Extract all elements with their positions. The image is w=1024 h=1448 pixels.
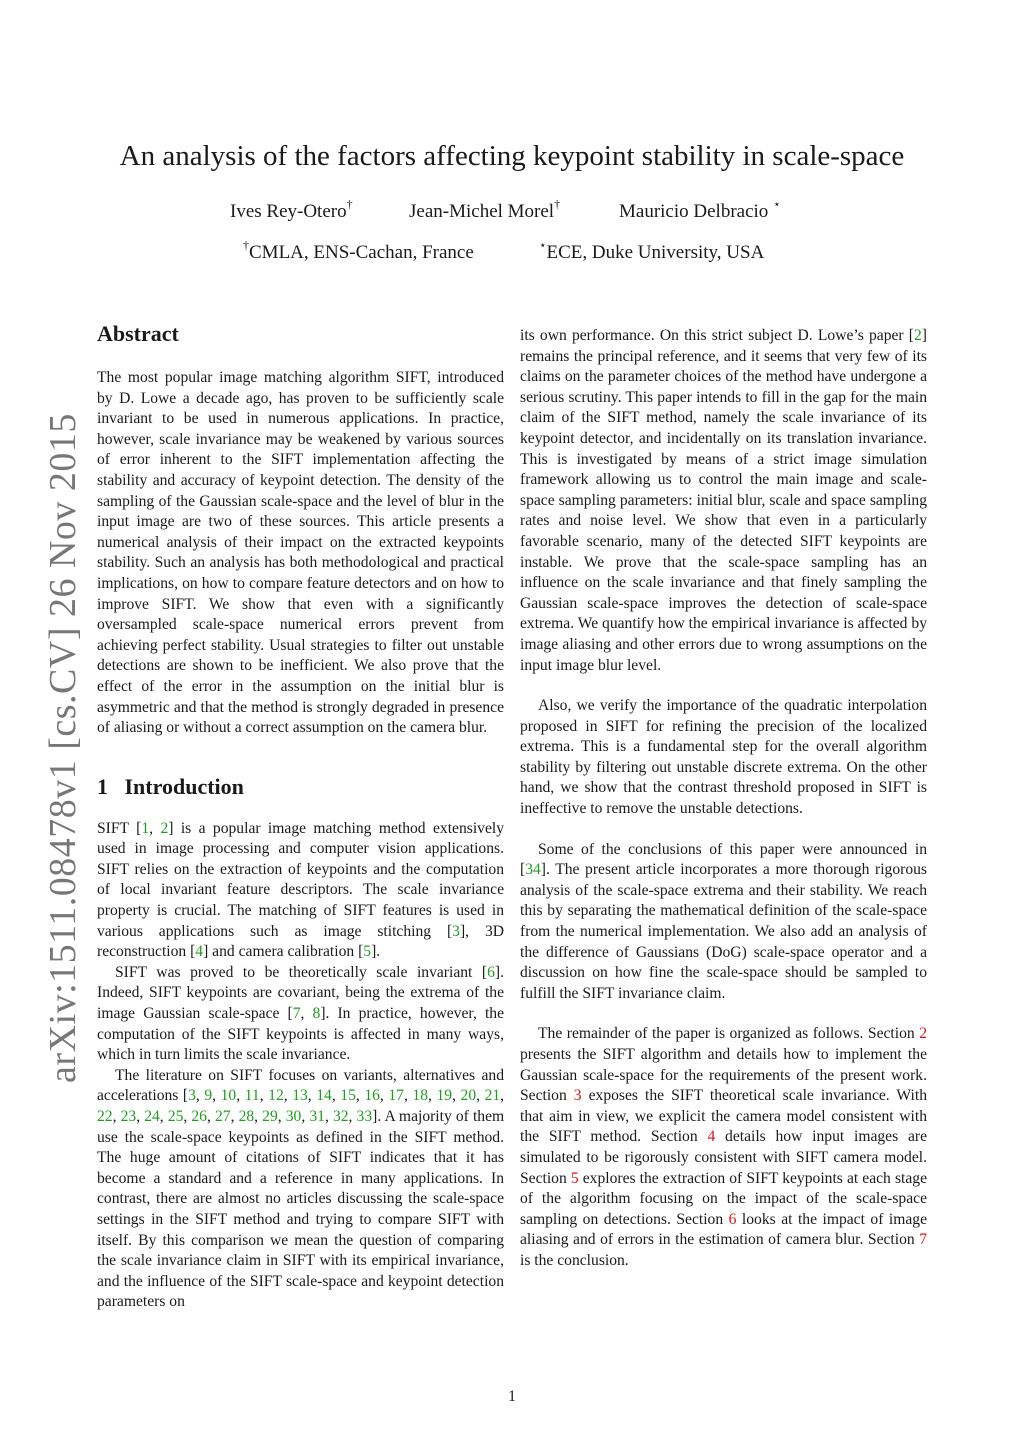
page-number: 1 [508, 1388, 516, 1405]
citation-link[interactable]: 15 [340, 1087, 356, 1105]
citation-link[interactable]: 16 [364, 1087, 380, 1105]
citation-link[interactable]: 22 [97, 1108, 113, 1125]
citation-link[interactable]: 10 [220, 1087, 237, 1105]
citation-link[interactable]: 25 [167, 1108, 184, 1125]
section-link[interactable]: 7 [919, 1231, 927, 1249]
citation-link[interactable]: 23 [120, 1108, 137, 1125]
section-link[interactable]: 4 [707, 1128, 716, 1146]
citation-link[interactable]: 6 [487, 963, 495, 981]
abstract-heading: Abstract [97, 321, 179, 346]
citation-link[interactable]: 7 [292, 1005, 301, 1023]
citation-link[interactable]: 29 [262, 1108, 278, 1125]
section-heading-introduction: 1 Introduction [97, 773, 244, 799]
citation-link[interactable]: 13 [292, 1087, 308, 1105]
citation-link[interactable]: 34 [525, 861, 541, 879]
paper-title: An analysis of the factors affecting keypoint stability in scale-space [119, 140, 905, 172]
citation-link[interactable]: 18 [412, 1087, 429, 1105]
abstract-text: The most popular image matching algorithm SIFT, introduced by D. Lowe a decade ago, has proven to be sufficiently scale invariant to be used in numerous applications. In practice, however, scale invariance may be weakened by various sources of error inherent to the SIFT implementation affecting the stability and accuracy of keypoint detection. The density of the sampling of the Gaussian scale-space and the level of blur in the input image are two of these sources. This article presents a numerical analysis of their impact on the extracted keypoints stability. Such an analysis has both methodological and practical implications, on how to compare feature detectors and on how to improve SIFT. We show that even with a significantly oversampled scale-space numerical errors prevent from achieving perfect stability. Usual strategies to filter out unstable detections are shown to be inefficient. We also prove that the effect of the error in the assumption on the initial blur is asymmetric and that the method is strongly degraded in presence of aliasing or without a correct assumption on the camera blur. [97, 369, 504, 737]
affiliation: †CMLA, ENS-Cachan, France [243, 237, 474, 263]
citation-link[interactable]: 2 [914, 327, 922, 344]
citation-link[interactable]: 31 [309, 1108, 325, 1125]
citation-link[interactable]: 1 [141, 819, 150, 837]
citation-link[interactable]: 14 [316, 1087, 332, 1105]
citation-link[interactable]: 2 [160, 819, 169, 837]
citation-link[interactable]: 27 [214, 1108, 231, 1125]
citation-link[interactable]: 17 [388, 1087, 404, 1105]
intro-paragraph-2: SIFT was proved to be theoretically scale invariant [6]. Indeed, SIFT keypoints are covariant, being the extrema of the image Gaussian scale-space [7, 8]. In practice, however, the computation of the SIFT keypoints is affected in many ways, which in turn limits the scale invariance. [97, 963, 504, 1064]
intro-paragraph-1: SIFT [1, 2] is a popular image matching method extensively used in image processing and computer vision applications. SIFT relies on the extraction of keypoints and the computation of local invariant feature descriptors. The scale invariance property is crucial. The matching of SIFT features is used in various applications such as image stitching [3], 3D reconstruction [4] and camera calibration [5]. [97, 819, 505, 961]
intro-paragraph-3: The literature on SIFT focuses on variants, alternatives and accelerations [3, 9, 10, 11, 12, 13, 14, 15, 16, 17, 18, 19, 20, 21, 22, 23, 24, 25, 26, 27, 28, 29, 30, 31, 32, 33]. A majority of them use the scale-space keypoints as defined in the SIFT method. The huge amount of citations of SIFT indicates that it has become a standard and a reference in many applications. In contrast, there are almost no articles discussing the scale-space settings in the SIFT method and trying to compare SIFT with itself. By this comparison we mean the question of comparing the scale invariance claim in SIFT with its empirical invariance, and the influence of the SIFT scale-space and keypoint detection parameters on [97, 1066, 505, 1311]
section-link[interactable]: 5 [570, 1169, 579, 1187]
section-link[interactable]: 2 [919, 1025, 927, 1043]
citation-link[interactable]: 24 [144, 1108, 160, 1125]
citation-link[interactable]: 33 [356, 1108, 373, 1125]
intro-paragraph-5: Also, we verify the importance of the quadratic interpolation proposed in SIFT for refining the precision of the localized extrema. This is a fundamental step for the overall algorithm stability by filtering out unstable discrete extrema. On the other hand, we show that the contrast threshold proposed in SIFT is ineffective to remove the unstable detections. [520, 697, 927, 818]
section-link[interactable]: 3 [573, 1087, 582, 1105]
citation-link[interactable]: 11 [244, 1087, 260, 1105]
right-column [520, 326, 927, 1272]
affiliation: ⋆ECE, Duke University, USA [539, 237, 765, 263]
citation-link[interactable]: 28 [238, 1108, 255, 1125]
citation-list: 3, 9, 10, 11, 12, 13, 14, 15, 16, 17, 18, 19, 20, 21, 22, 23, 24, 25, 26, 27, 28, 29, 30, 31, 32, 33 [97, 1087, 505, 1125]
citation-link[interactable]: 26 [191, 1108, 207, 1125]
citation-link[interactable]: 12 [268, 1087, 284, 1105]
section-link[interactable]: 6 [728, 1210, 737, 1228]
author: Mauricio Delbracio ⋆ [619, 196, 781, 222]
citation-link[interactable]: 3 [452, 922, 460, 940]
intro-paragraph-4: its own performance. On this strict subject D. Lowe’s paper [2] remains the principal reference, and it seems that very few of its claims on the parameter choices of the method have undergone a serious scrutiny. This paper intends to fill in the gap for the main claim of the SIFT method, namely the scale invariance of its keypoint detector, and incidentally on its translation invariance. This is investigated by means of a strict image simulation framework allowing us to control the main image and scale-space sampling parameters: initial blur, scale and space sampling rates and noise level. We show that even in a particularly favorable scenario, many of the detected SIFT keypoints are instable. We prove that the scale-space sampling has an influence on the scale invariance and that finely sampling the Gaussian scale-space improves the detection of scale-space extrema. We quantify how the empirical invariance is affected by image aliasing and other errors due to wrong assumptions on the input image blur level. [520, 327, 927, 674]
citation-link[interactable]: 20 [460, 1087, 477, 1105]
citation-link[interactable]: 5 [363, 943, 372, 961]
author: Jean-Michel Morel† [409, 196, 561, 222]
arxiv-id: arXiv:1511.08478v1 [cs.CV] 26 Nov 2015 [42, 413, 84, 1083]
author: Ives Rey-Otero† [230, 196, 353, 222]
citation-link[interactable]: 21 [484, 1087, 501, 1105]
intro-paragraph-6: Some of the conclusions of this paper were announced in [34]. The present article incorporates a more thorough rigorous analysis of the scale-space extrema and their stability. We reach this by separating the mathematical definition of the scale-space from the numerical implementation. We also add an analysis of the difference of Gaussians (DoG) scale-space operator and a discussion on how fine the scale-space should be sampled to fulfill the SIFT invariance claim. [520, 840, 927, 1002]
citation-link[interactable]: 19 [436, 1087, 453, 1105]
citation-link[interactable]: 9 [204, 1087, 213, 1105]
citation-link[interactable]: 3 [188, 1087, 196, 1105]
intro-paragraph-7: The remainder of the paper is organized as follows. Section 2 presents the SIFT algorithm and details how to implement the Gaussian scale-space for the requirements of the present work. Section 3 exposes the SIFT theoretical scale invariance. With that aim in view, we explicit the camera model consistent with the SIFT method. Section 4 details how input images are simulated to be rigorously consistent with SIFT camera model. Section 5 explores the extraction of SIFT keypoints at each stage of the algorithm focusing on the impact of the scale-space sampling on detections. Section 6 looks at the impact of image aliasing and of errors in the estimation of camera blur. Section 7 is the conclusion. [520, 1025, 927, 1269]
citation-link[interactable]: 8 [312, 1005, 321, 1023]
citation-link[interactable]: 32 [332, 1108, 349, 1125]
citation-link[interactable]: 30 [285, 1108, 302, 1125]
left-column [97, 320, 504, 1313]
citation-link[interactable]: 4 [195, 943, 204, 961]
